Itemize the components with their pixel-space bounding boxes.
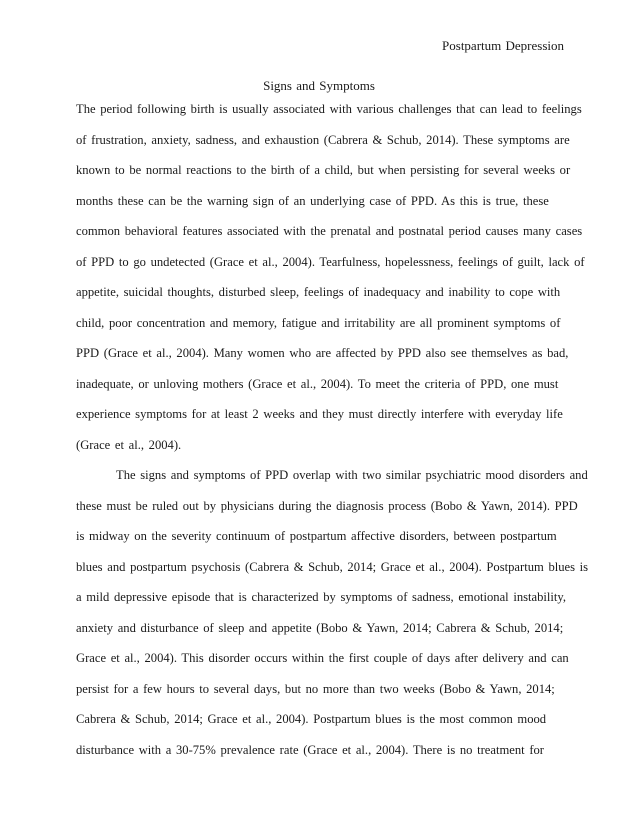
body-text bbox=[76, 101, 589, 772]
text-line: appetite, suicidal thoughts, disturbed sleep, feelings of inadequacy and inability to cope with bbox=[76, 285, 561, 299]
text-line: anxiety and disturbance of sleep and appetite (Bobo & Yawn, 2014; Cabrera & Schub, 2014; bbox=[76, 620, 564, 635]
text-line: months these can be the warning sign of an underlying case of PPD. As this is true, these bbox=[76, 193, 549, 208]
text-line: The period following birth is usually associated with various challenges that can lead to feelings bbox=[76, 102, 582, 116]
text-line: PPD (Grace et al., 2004). Many women who are affected by PPD also see themselves as bad, bbox=[76, 346, 569, 360]
running-head: Postpartum Depression bbox=[442, 38, 564, 53]
section-heading: Signs and Symptoms bbox=[263, 78, 375, 93]
text-line: Cabrera & Schub, 2014; Grace et al., 2004). Postpartum blues is the most common mood bbox=[76, 712, 547, 726]
text-line: Grace et al., 2004). This disorder occurs within the first couple of days after delivery and can bbox=[76, 651, 569, 665]
text-line: disturbance with a 30-75% prevalence rate (Grace et al., 2004). There is no treatment for bbox=[76, 742, 545, 757]
text-line: persist for a few hours to several days, but no more than two weeks (Bobo & Yawn, 2014; bbox=[76, 681, 555, 696]
text-line: blues and postpartum psychosis (Cabrera & Schub, 2014; Grace et al., 2004). Postpartum blues is bbox=[76, 559, 589, 574]
text-line: common behavioral features associated with the prenatal and postnatal period causes many cases bbox=[76, 224, 583, 238]
text-line: (Grace et al., 2004). bbox=[76, 437, 182, 452]
text-line: is midway on the severity continuum of postpartum affective disorders, between postpartum bbox=[76, 529, 557, 543]
text-line: a mild depressive episode that is characterized by symptoms of sadness, emotional instability, bbox=[76, 590, 567, 604]
paragraph-2 bbox=[76, 467, 589, 772]
text-line: these must be ruled out by physicians during the diagnosis process (Bobo & Yawn, 2014). PPD bbox=[76, 498, 578, 513]
text-line: known to be normal reactions to the birth of a child, but when persisting for several weeks or bbox=[76, 163, 571, 177]
text-line: child, poor concentration and memory, fatigue and irritability are all prominent symptoms of bbox=[76, 315, 561, 330]
text-line: experience symptoms for at least 2 weeks and they must directly interfere with everyday life bbox=[76, 407, 563, 421]
text-line: inadequate, or unloving mothers (Grace et al., 2004). To meet the criteria of PPD, one must bbox=[76, 376, 559, 391]
text-line: of frustration, anxiety, sadness, and exhaustion (Cabrera & Schub, 2014). These symptoms are bbox=[76, 132, 570, 147]
text-line: of PPD to go undetected (Grace et al., 2004). Tearfulness, hopelessness, feelings of guilt, lack of bbox=[76, 254, 585, 269]
text-line: The signs and symptoms of PPD overlap with two similar psychiatric mood disorders and bbox=[116, 468, 588, 482]
paragraph-1 bbox=[76, 101, 585, 467]
